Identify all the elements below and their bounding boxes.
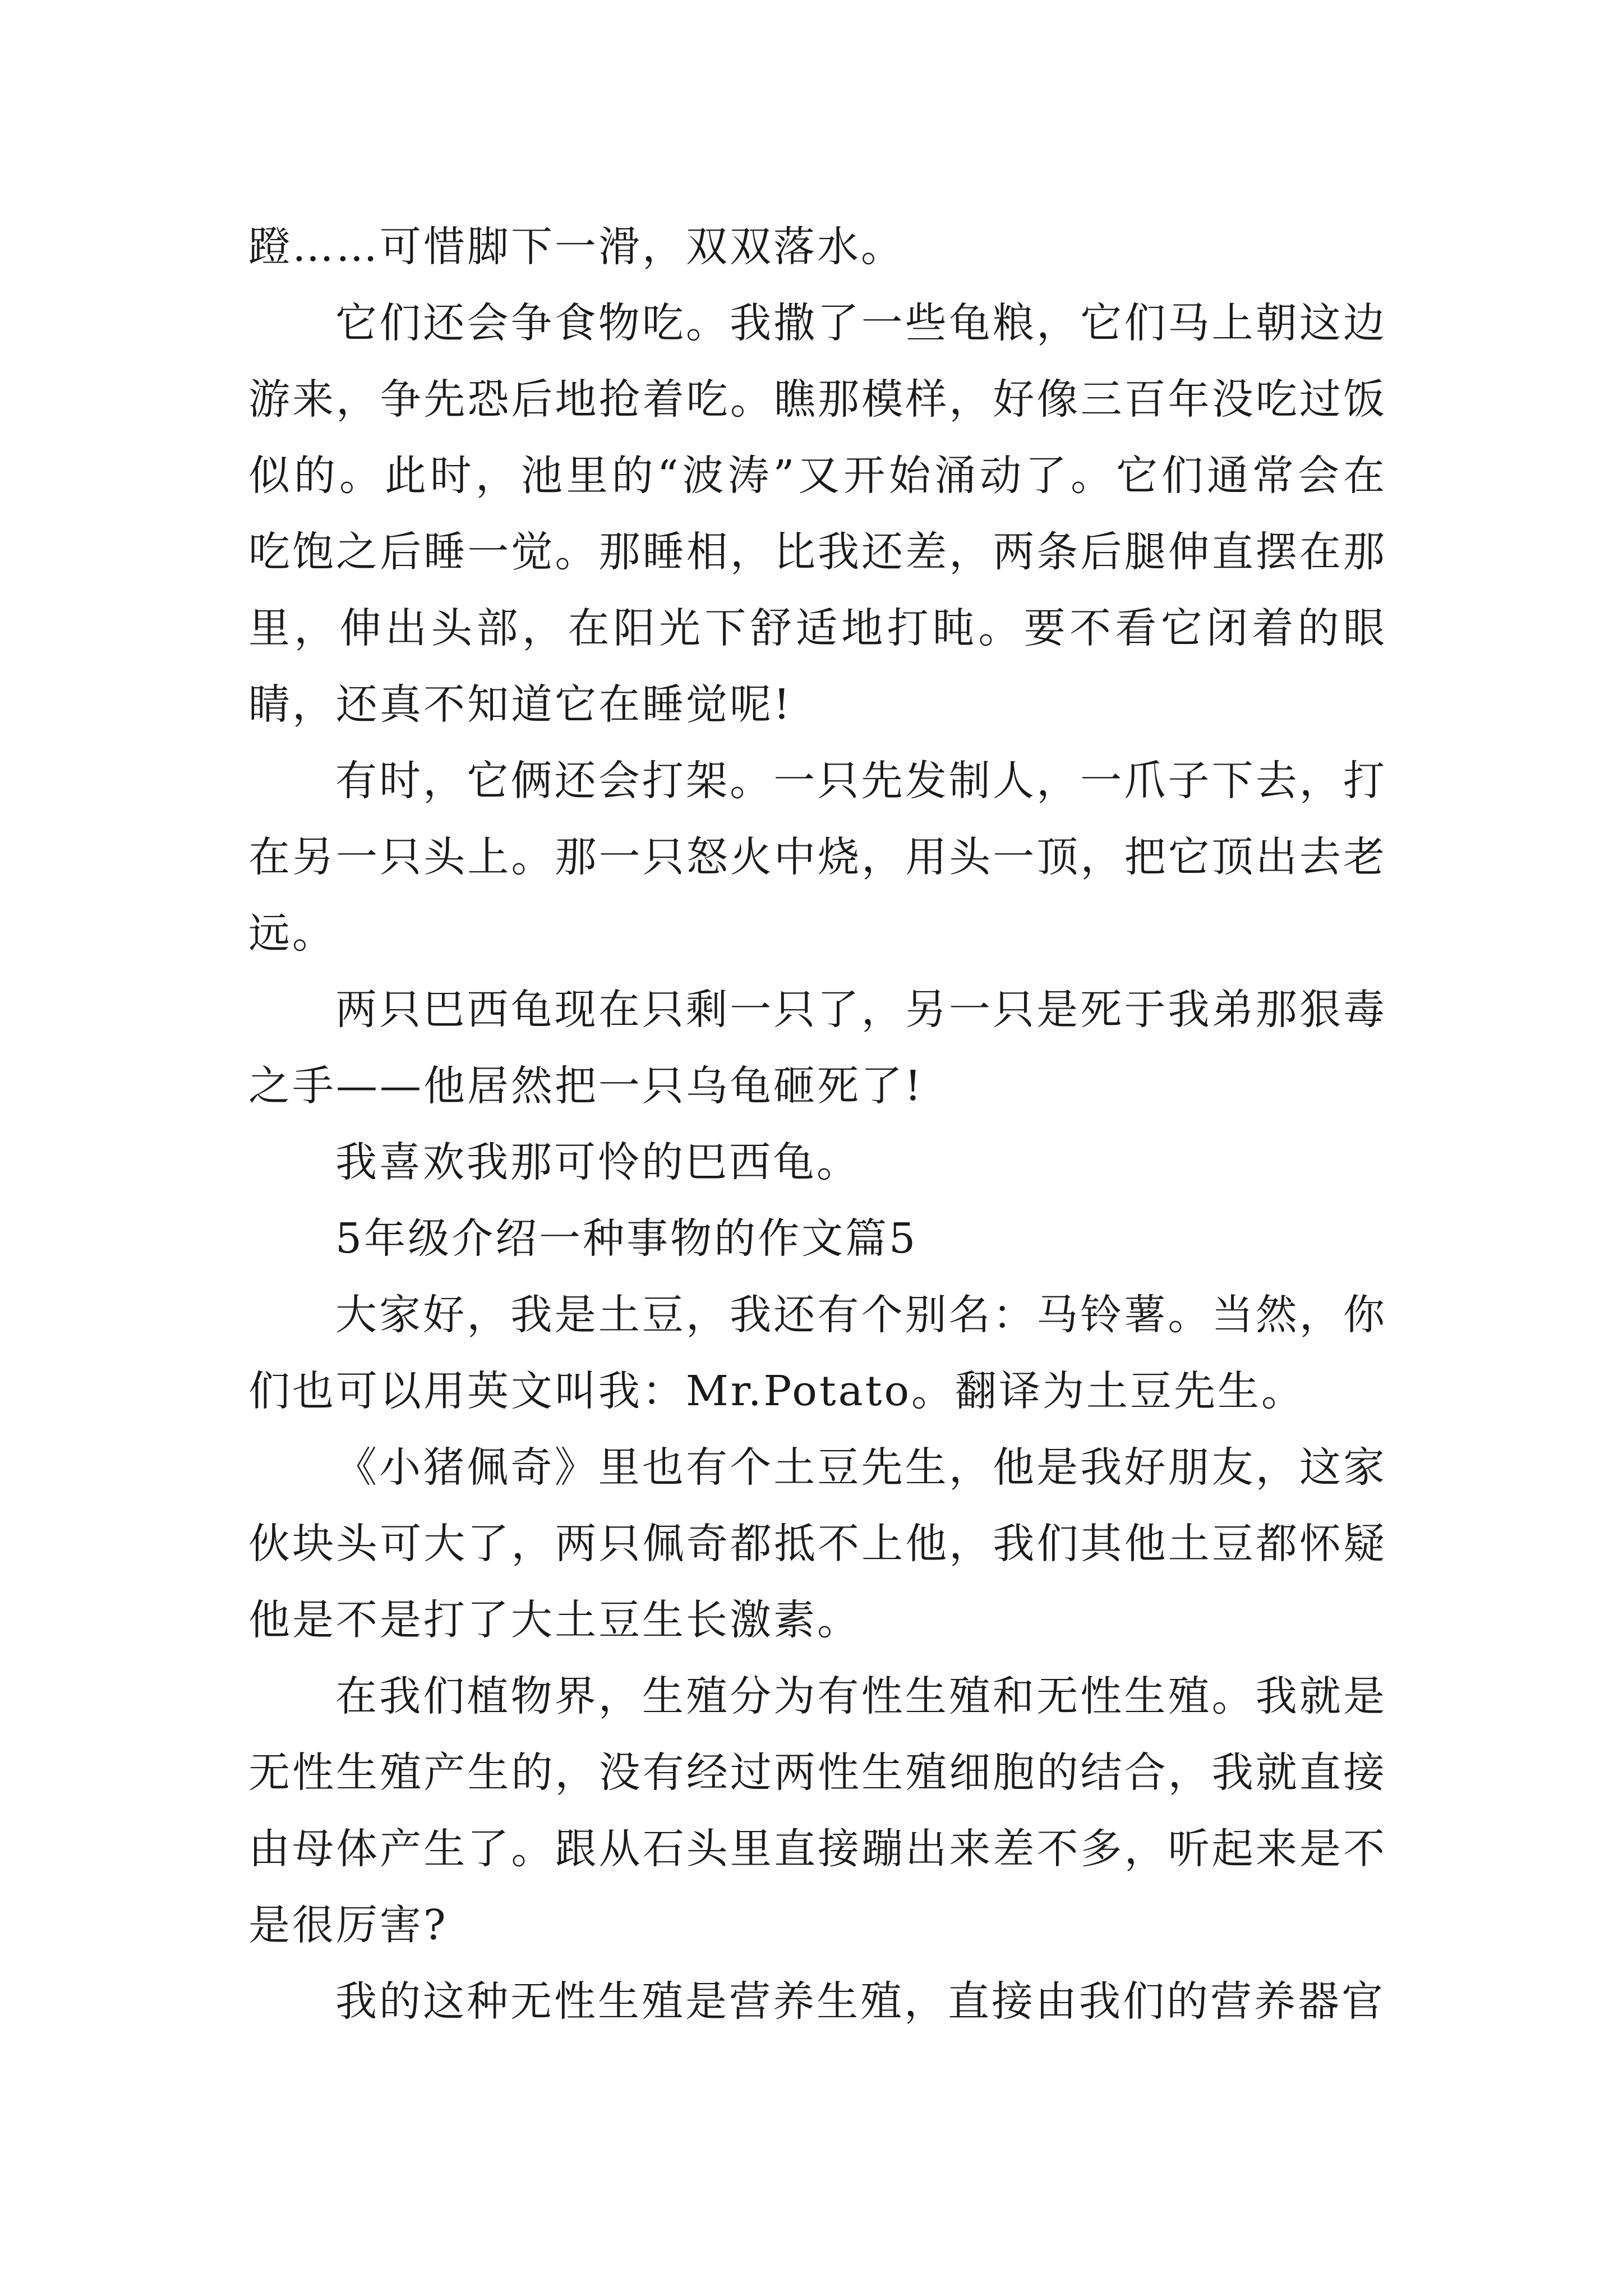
- section-heading: 5年级介绍一种事物的作文篇5: [335, 1214, 918, 1263]
- paragraph: 在我们植物界，生殖分为有性生殖和无性生殖。我就是无性生殖产生的，没有经过两性生殖细胞的结合，我就直接由母体产生了。跟从石头里直接蹦出来差不多，听起来是不是很厉害?: [248, 1672, 1387, 1949]
- paragraph: 大家好，我是土豆，我还有个别名：马铃薯。当然，你们也可以用英文叫我：Mr.Potato。翻译为土豆先生。: [248, 1291, 1387, 1415]
- paragraph: 两只巴西龟现在只剩一只了，另一只是死于我弟那狠毒之手——他居然把一只乌龟砸死了!: [248, 986, 1387, 1110]
- paragraph: 我喜欢我那可怜的巴西龟。: [335, 1138, 860, 1186]
- paragraph-continuation: 蹬……可惜脚下一滑，双双落水。: [248, 223, 905, 271]
- paragraph: 《小猪佩奇》里也有个土豆先生，他是我好朋友，这家伙块头可大了，两只佩奇都抵不上他，我们其他土豆都怀疑他是不是打了大土豆生长激素。: [248, 1443, 1387, 1644]
- paragraph: 有时，它俩还会打架。一只先发制人，一爪子下去，打在另一只头上。那一只怒火中烧，用头一顶，把它顶出去老远。: [248, 757, 1387, 958]
- document-body: [248, 209, 1387, 2040]
- paragraph: 我的这种无性生殖是营养生殖，直接由我们的营养器官: [335, 1977, 1385, 2026]
- paragraph: 它们还会争食物吃。我撒了一些龟粮，它们马上朝这边游来，争先恐后地抢着吃。瞧那模样，好像三百年没吃过饭似的。此时，池里的“波涛”又开始涌动了。它们通常会在吃饱之后睡一觉。那睡相，比我还差，两条后腿伸直摆在那里，伸出头部，在阳光下舒适地打盹。要不看它闭着的眼睛，还真不知道它在睡觉呢!: [248, 299, 1387, 729]
